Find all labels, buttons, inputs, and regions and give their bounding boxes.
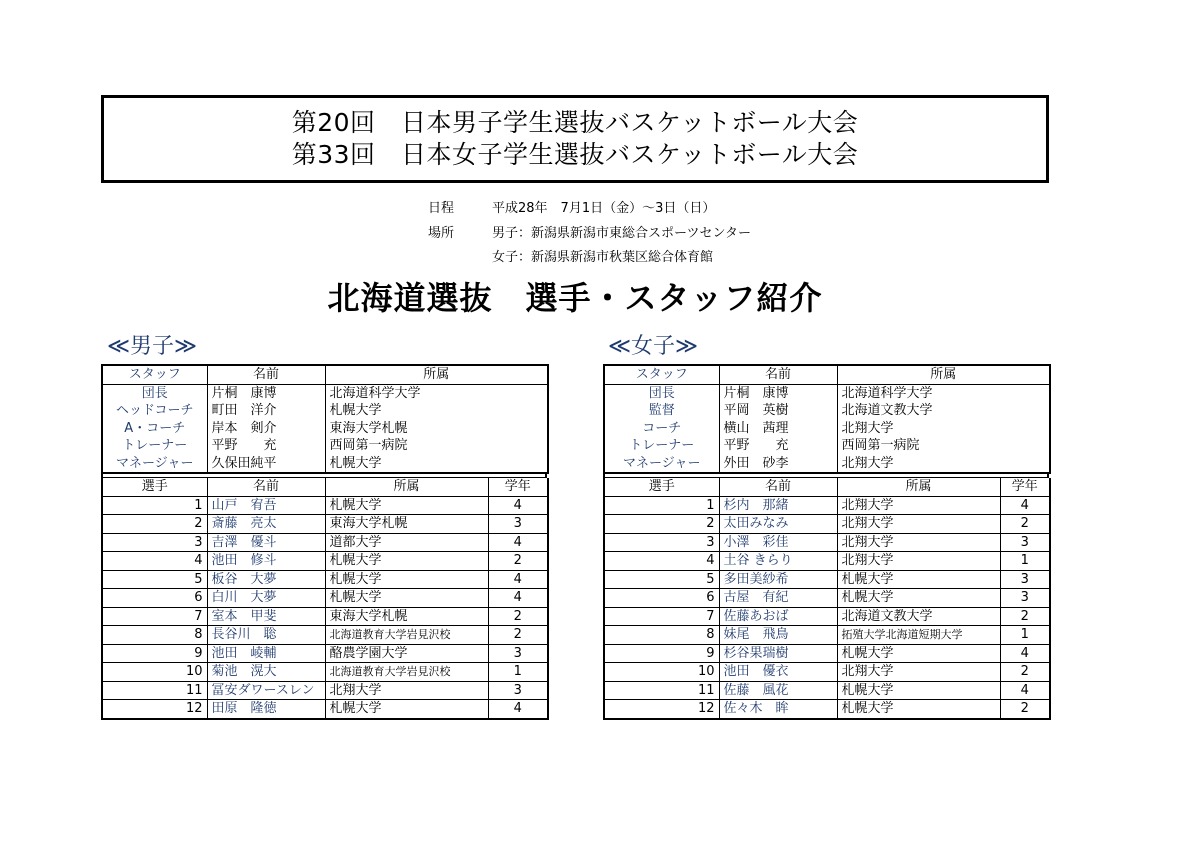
player-row xyxy=(604,626,1050,645)
staff-row xyxy=(102,384,548,402)
player-affiliation: 札幌大学 xyxy=(837,589,1000,608)
player-grade: 4 xyxy=(1000,496,1050,515)
player-row xyxy=(604,552,1050,571)
player-name: 古屋 有紀 xyxy=(719,589,837,608)
player-grade: 4 xyxy=(513,701,522,717)
player-grade: 3 xyxy=(1000,589,1050,608)
staff-affiliation: 北翔大学 xyxy=(841,420,894,436)
player-number: 5 xyxy=(604,570,719,589)
staff-affiliation: 西岡第一病院 xyxy=(329,438,408,454)
player-row xyxy=(604,700,1050,719)
player-name: 太田みなみ xyxy=(719,515,837,534)
player-name: 吉澤 優斗 xyxy=(207,533,325,552)
player-row xyxy=(102,644,548,663)
player-name: 室本 甲斐 xyxy=(207,607,325,626)
player-number: 8 xyxy=(604,626,719,645)
player-number: 7 xyxy=(102,607,207,626)
player-row xyxy=(102,496,548,515)
player-name: 冨安ダワースレン xyxy=(207,681,325,700)
player-affiliation: 北翔大学 xyxy=(837,552,1000,571)
player-grade: 4 xyxy=(1000,644,1050,663)
player-name: 長谷川 聡 xyxy=(207,626,325,645)
schedule-label: 日程 xyxy=(428,201,455,216)
player-name: 池田 修斗 xyxy=(207,552,325,571)
venue-label: 場所 xyxy=(428,226,455,241)
player-grade: 4 xyxy=(488,533,548,552)
grade-header: 学年 xyxy=(1000,478,1050,496)
grade-header: 学年 xyxy=(488,478,548,496)
staff-header: スタッフ xyxy=(604,365,719,384)
player-name: 菊池 滉大 xyxy=(207,663,325,682)
staff-row xyxy=(604,402,1050,420)
staff-name: 平野 充 xyxy=(207,437,325,455)
player-affiliation: 札幌大学 xyxy=(837,681,1000,700)
staff-role: 団長 xyxy=(102,384,207,402)
player-affiliation: 北翔大学 xyxy=(325,681,488,700)
player-grade: 3 xyxy=(1000,533,1050,552)
player-name: 池田 優衣 xyxy=(719,663,837,682)
staff-name: 平岡 英樹 xyxy=(719,402,837,420)
player-grade: 1 xyxy=(1000,552,1050,571)
player-affiliation: 札幌大学 xyxy=(325,496,488,515)
men-section-label: ≪男子≫ xyxy=(107,334,198,359)
staff-name: 外田 砂李 xyxy=(719,455,837,474)
staff-header-row xyxy=(102,365,548,384)
player-grade: 4 xyxy=(488,570,548,589)
player-grade: 3 xyxy=(1000,570,1050,589)
player-row xyxy=(102,700,548,719)
player-header: 選手 xyxy=(604,478,719,496)
player-affiliation: 北翔大学 xyxy=(837,496,1000,515)
player-row xyxy=(604,496,1050,515)
staff-role: 監督 xyxy=(604,402,719,420)
player-affiliation: 札幌大学 xyxy=(837,644,1000,663)
staff-role: マネージャー xyxy=(604,455,719,474)
staff-row xyxy=(102,420,548,438)
staff-affiliation: 北海道科学大学 xyxy=(329,385,421,401)
player-affiliation: 北翔大学 xyxy=(837,663,1000,682)
staff-role: コーチ xyxy=(604,420,719,438)
men-staff-table xyxy=(101,364,549,474)
player-number: 10 xyxy=(604,663,719,682)
staff-row xyxy=(604,384,1050,402)
staff-affiliation: 北海道文教大学 xyxy=(841,403,933,419)
player-name: 杉谷果瑞樹 xyxy=(719,644,837,663)
player-grade: 4 xyxy=(488,496,548,515)
staff-row xyxy=(604,437,1050,455)
player-affiliation: 札幌大学 xyxy=(837,700,1000,719)
player-name: 佐藤あおば xyxy=(719,607,837,626)
player-number: 2 xyxy=(102,515,207,534)
venue-women: 女子：新潟県新潟市秋葉区総合体育館 xyxy=(492,250,714,265)
name-header: 名前 xyxy=(719,365,837,384)
player-row xyxy=(102,552,548,571)
player-number: 12 xyxy=(102,700,207,719)
player-row xyxy=(604,663,1050,682)
player-number: 2 xyxy=(604,515,719,534)
player-row xyxy=(102,681,548,700)
player-affiliation: 札幌大学 xyxy=(325,589,488,608)
player-number: 1 xyxy=(604,496,719,515)
player-affiliation: 北海道教育大学岩見沢校 xyxy=(325,626,488,645)
staff-role: マネージャー xyxy=(102,455,207,474)
player-row xyxy=(604,515,1050,534)
player-affiliation: 東海大学札幌 xyxy=(325,607,488,626)
player-affiliation: 北海道教育大学岩見沢校 xyxy=(325,663,488,682)
player-name: 白川 大夢 xyxy=(207,589,325,608)
player-row xyxy=(604,607,1050,626)
player-number: 6 xyxy=(604,589,719,608)
staff-row xyxy=(102,437,548,455)
staff-affiliation: 北翔大学 xyxy=(841,455,894,471)
player-name: 小澤 彩佳 xyxy=(719,533,837,552)
player-grade: 3 xyxy=(488,515,548,534)
staff-role: ヘッドコーチ xyxy=(102,402,207,420)
staff-name: 久保田純平 xyxy=(207,455,325,474)
player-name: 妹尾 飛鳥 xyxy=(719,626,837,645)
player-row xyxy=(102,626,548,645)
player-row xyxy=(102,589,548,608)
name-header: 名前 xyxy=(207,365,325,384)
player-number: 9 xyxy=(604,644,719,663)
name-header: 名前 xyxy=(207,478,325,496)
men-panel xyxy=(101,364,547,720)
player-header: 選手 xyxy=(102,478,207,496)
player-name: 池田 崚輔 xyxy=(207,644,325,663)
staff-affiliation: 札幌大学 xyxy=(329,455,382,471)
player-row xyxy=(604,533,1050,552)
staff-row xyxy=(102,402,548,420)
women-player-table xyxy=(603,478,1051,720)
player-grade: 2 xyxy=(488,552,548,571)
affiliation-header: 所属 xyxy=(325,365,548,384)
title-box xyxy=(101,95,1049,183)
player-grade: 3 xyxy=(488,644,548,663)
player-name: 土谷 きらり xyxy=(719,552,837,571)
player-name: 杉内 那緒 xyxy=(719,496,837,515)
player-grade: 2 xyxy=(1000,515,1050,534)
player-number: 1 xyxy=(102,496,207,515)
player-row xyxy=(604,681,1050,700)
player-number: 11 xyxy=(102,681,207,700)
player-affiliation: 札幌大学 xyxy=(325,700,488,719)
player-grade: 2 xyxy=(1000,607,1050,626)
staff-affiliation: 北海道科学大学 xyxy=(841,385,933,401)
player-number: 9 xyxy=(102,644,207,663)
player-grade: 4 xyxy=(1000,681,1050,700)
affiliation-header: 所属 xyxy=(325,478,488,496)
staff-affiliation: 東海大学札幌 xyxy=(329,420,408,436)
player-name: 多田美紗希 xyxy=(719,570,837,589)
women-section-label: ≪女子≫ xyxy=(608,334,699,359)
player-number: 10 xyxy=(102,663,207,682)
player-affiliation: 道都大学 xyxy=(325,533,488,552)
player-grade: 2 xyxy=(488,626,548,645)
player-header-row xyxy=(604,478,1050,496)
staff-name: 片桐 康博 xyxy=(207,384,325,402)
player-row xyxy=(604,644,1050,663)
player-row xyxy=(102,515,548,534)
player-grade: 2 xyxy=(1000,663,1050,682)
name-header: 名前 xyxy=(719,478,837,496)
player-affiliation: 東海大学札幌 xyxy=(325,515,488,534)
player-name: 田原 隆徳 xyxy=(207,700,325,719)
player-row xyxy=(102,570,548,589)
staff-role: 団長 xyxy=(604,384,719,402)
player-grade: 1 xyxy=(488,663,548,682)
player-row xyxy=(604,589,1050,608)
player-grade: 1 xyxy=(1000,626,1050,645)
staff-role: トレーナー xyxy=(102,437,207,455)
player-number: 11 xyxy=(604,681,719,700)
staff-name: 平野 充 xyxy=(719,437,837,455)
staff-row xyxy=(604,420,1050,438)
player-grade: 2 xyxy=(1020,701,1029,717)
player-grade: 3 xyxy=(488,681,548,700)
player-affiliation: 北海道文教大学 xyxy=(837,607,1000,626)
player-row xyxy=(604,570,1050,589)
player-number: 12 xyxy=(604,700,719,719)
staff-row xyxy=(102,455,548,474)
staff-name: 町田 洋介 xyxy=(207,402,325,420)
player-grade: 2 xyxy=(488,607,548,626)
player-number: 3 xyxy=(102,533,207,552)
player-number: 8 xyxy=(102,626,207,645)
player-number: 6 xyxy=(102,589,207,608)
player-name: 佐藤 風花 xyxy=(719,681,837,700)
player-number: 4 xyxy=(604,552,719,571)
staff-affiliation: 札幌大学 xyxy=(329,403,382,419)
player-affiliation: 札幌大学 xyxy=(837,570,1000,589)
player-name: 斎藤 亮太 xyxy=(207,515,325,534)
schedule-value: 平成28年 7月1日（金）～3日（日） xyxy=(492,201,716,216)
player-affiliation: 北翔大学 xyxy=(837,515,1000,534)
staff-role: A・コーチ xyxy=(102,420,207,438)
affiliation-header: 所属 xyxy=(837,478,1000,496)
staff-affiliation: 西岡第一病院 xyxy=(841,438,920,454)
title-men: 第20回 日本男子学生選抜バスケットボール大会 xyxy=(291,108,859,137)
staff-name: 岸本 剣介 xyxy=(207,420,325,438)
player-affiliation: 札幌大学 xyxy=(325,570,488,589)
player-row xyxy=(102,607,548,626)
page-heading: 北海道選抜 選手・スタッフ紹介 xyxy=(327,279,823,317)
title-women: 第33回 日本女子学生選抜バスケットボール大会 xyxy=(291,140,859,169)
women-panel xyxy=(603,364,1049,720)
staff-name: 片桐 康博 xyxy=(719,384,837,402)
women-staff-table xyxy=(603,364,1051,474)
venue-men: 男子：新潟県新潟市東総合スポーツセンター xyxy=(492,226,751,241)
staff-row xyxy=(604,455,1050,474)
player-row xyxy=(102,663,548,682)
player-number: 5 xyxy=(102,570,207,589)
staff-role: トレーナー xyxy=(604,437,719,455)
staff-name: 横山 茜理 xyxy=(719,420,837,438)
player-affiliation: 拓殖大学北海道短期大学 xyxy=(837,626,1000,645)
player-grade: 4 xyxy=(488,589,548,608)
player-name: 板谷 大夢 xyxy=(207,570,325,589)
player-affiliation: 北翔大学 xyxy=(837,533,1000,552)
affiliation-header: 所属 xyxy=(837,365,1050,384)
player-number: 7 xyxy=(604,607,719,626)
player-name: 佐々木 眸 xyxy=(719,700,837,719)
player-name: 山戸 宥吾 xyxy=(207,496,325,515)
player-row xyxy=(102,533,548,552)
staff-header: スタッフ xyxy=(102,365,207,384)
player-header-row xyxy=(102,478,548,496)
men-player-table xyxy=(101,478,549,720)
staff-header-row xyxy=(604,365,1050,384)
player-affiliation: 札幌大学 xyxy=(325,552,488,571)
player-number: 4 xyxy=(102,552,207,571)
player-number: 3 xyxy=(604,533,719,552)
player-affiliation: 酪農学園大学 xyxy=(325,644,488,663)
